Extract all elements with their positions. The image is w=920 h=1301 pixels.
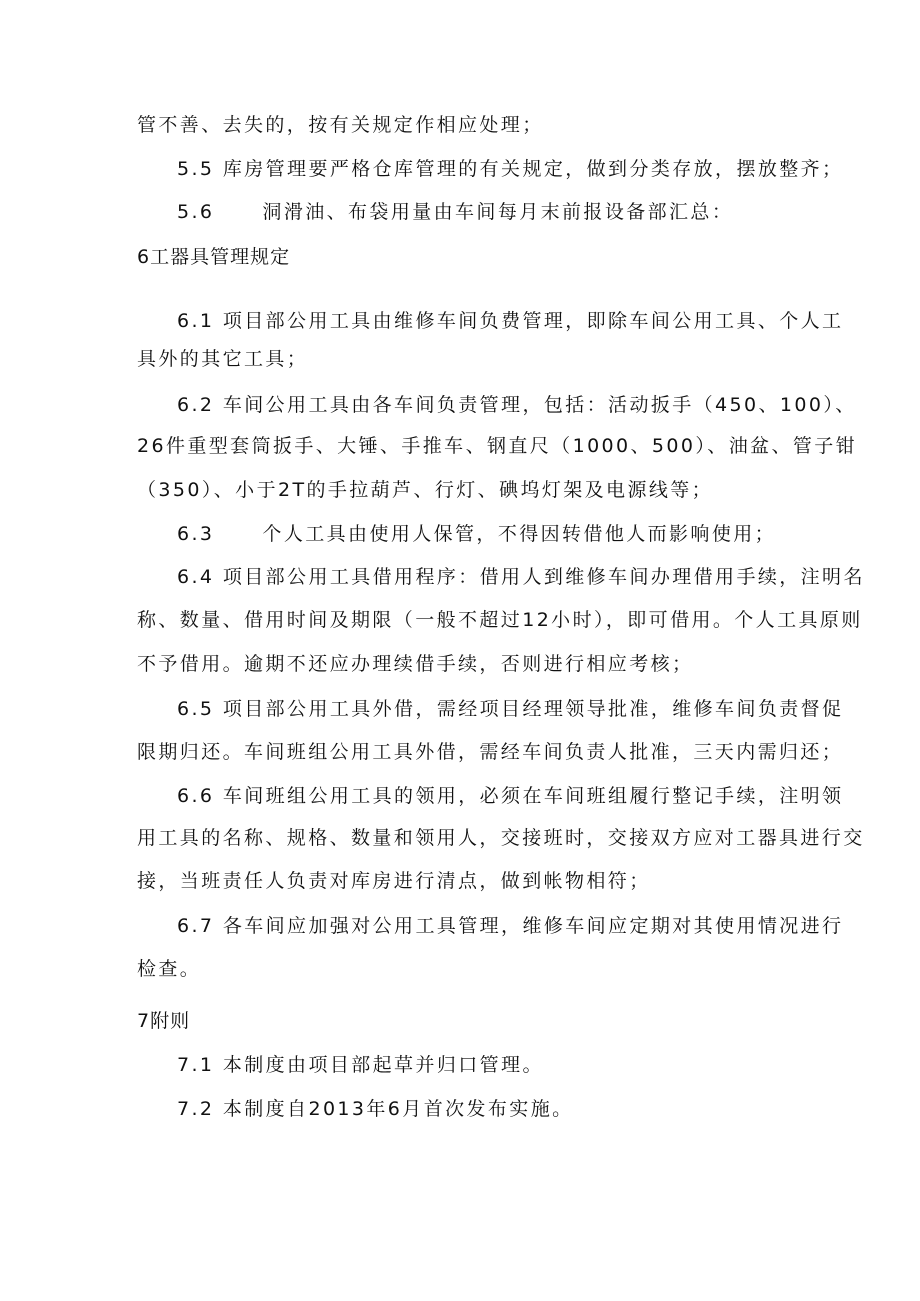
clause-6-2-line-2: 26件重型套筒扳手、大锤、手推车、钢直尺（1000、500）、油盆、管子钳: [137, 435, 858, 457]
clause-number: 5.6: [177, 201, 215, 223]
clause-6-1-line-2: 具外的其它工具；: [137, 348, 309, 370]
section-heading-6: 6工器具管理规定: [137, 246, 291, 268]
clause-6-7-line-2: 检查。: [137, 958, 202, 980]
clause-5-6: [177, 200, 857, 224]
clause-7-1: 7.1 本制度由项目部起草并归口管理。: [177, 1054, 544, 1076]
clause-6-3: [177, 522, 857, 546]
clause-6-4-line-3: 不予借用。逾期不还应办理续借手续，否则进行相应考核；: [137, 653, 694, 675]
clause-6-6-line-3: 接，当班责任人负责对库房进行清点，做到帐物相符；: [137, 870, 651, 892]
clause-text: 洞滑油、布袋用量由车间每月末前报设备部汇总：: [262, 201, 734, 223]
clause-6-2-line-1: 6.2 车间公用工具由各车间负责管理，包括：活动扳手（450、100）、: [177, 394, 857, 416]
clause-6-1-line-1: 6.1 项目部公用工具由维修车间负费管理，即除车间公用工具、个人工: [177, 310, 844, 332]
clause-text: 个人工具由使用人保管，不得因转借他人而影响使用；: [262, 523, 777, 545]
clause-number: 6.3: [177, 523, 215, 545]
clause-6-6-line-1: 6.6 车间班组公用工具的领用，必须在车间班组履行整记手续，注明领: [177, 785, 844, 807]
section-heading-7: 7附则: [137, 1010, 191, 1032]
clause-6-5-line-2: 限期归还。车间班组公用工具外借，需经车间负责人批准，三天内需归还；: [137, 741, 844, 763]
paragraph-line: 管不善、去失的，按有关规定作相应处理；: [137, 114, 544, 136]
clause-6-4-line-1: 6.4 项目部公用工具借用程序：借用人到维修车间办理借用手续，注明名: [177, 566, 865, 588]
clause-6-7-line-1: 6.7 各车间应加强对公用工具管理，维修车间应定期对其使用情况进行: [177, 915, 844, 937]
clause-6-2-line-3: （350）、小于2T的手拉葫芦、行灯、碘坞灯架及电源线等；: [137, 479, 714, 501]
clause-6-4-line-2: 称、数量、借用时间及期限（一般不超过12小时），即可借用。个人工具原则: [137, 609, 863, 631]
clause-7-2: 7.2 本制度自2013年6月首次发布实施。: [177, 1098, 574, 1120]
clause-6-6-line-2: 用工具的名称、规格、数量和领用人，交接班时，交接双方应对工器具进行交: [137, 827, 865, 849]
clause-5-5: 5.5 库房管理要严格仓库管理的有关规定，做到分类存放，摆放整齐；: [177, 158, 844, 180]
clause-6-5-line-1: 6.5 项目部公用工具外借，需经项目经理领导批准，维修车间负责督促: [177, 698, 844, 720]
